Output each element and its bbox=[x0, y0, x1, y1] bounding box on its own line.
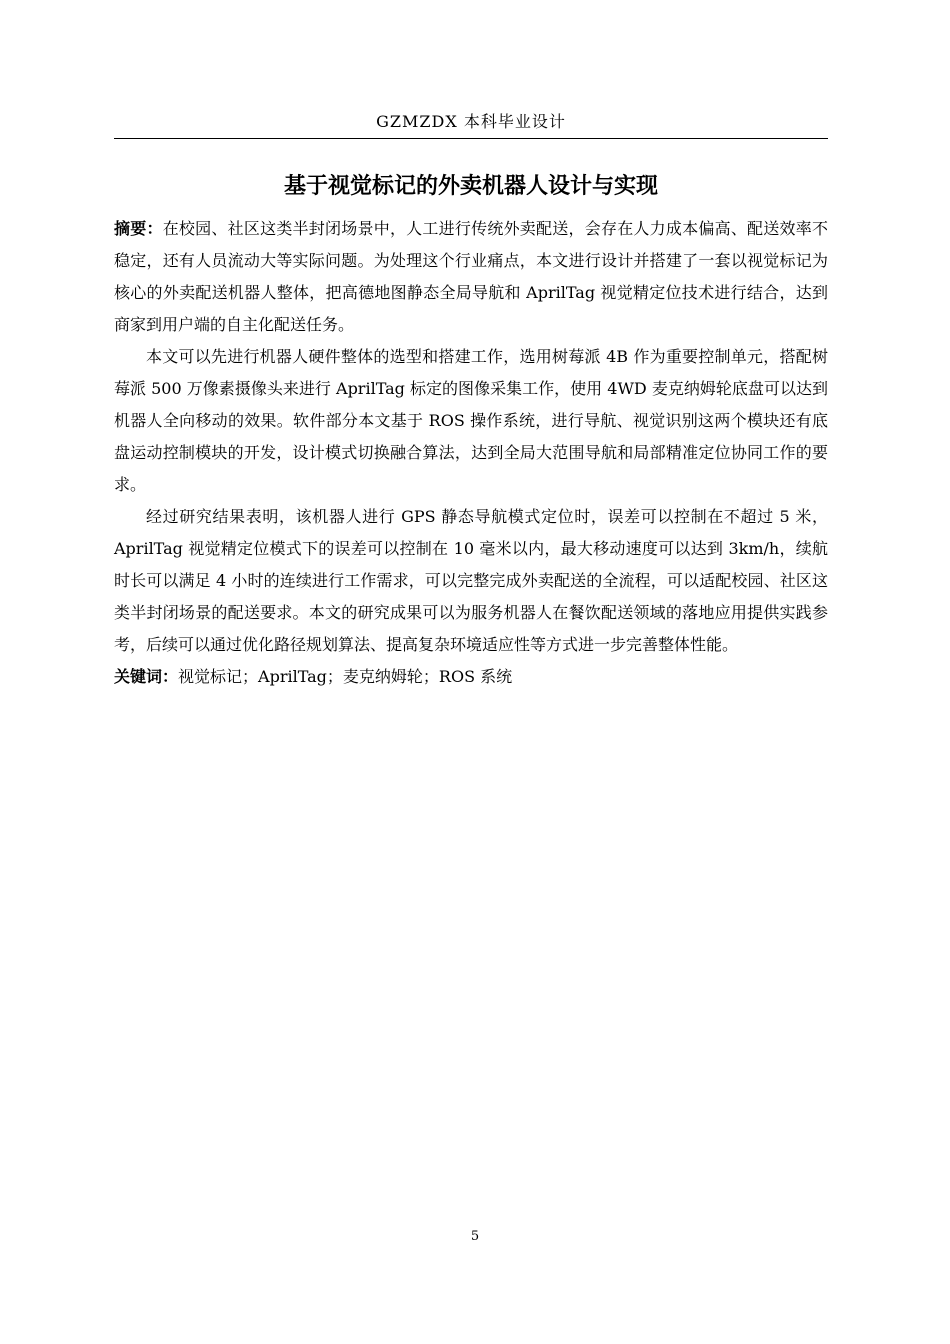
page-number: 5 bbox=[470, 1229, 480, 1244]
keywords-line bbox=[114, 661, 828, 693]
abstract-paragraph-3: 经过研究结果表明，该机器人进行 GPS 静态导航模式定位时，误差可以控制在不超过 5 米，AprilTag 视觉精定位模式下的误差可以控制在 10 毫米以内，最大移动速度可以达到 3km/h，续航时长可以满足 4 小时的连续进行工作需求，可以完整完成外卖配送的全流程，可以适配校园、社区这类半封闭场景的配送要求。本文的研究成果可以为服务机器人在餐饮配送领域的落地应用提供实践参考，后续可以通过优化路径规划算法、提高复杂环境适应性等方式进一步完善整体性能。 bbox=[114, 507, 828, 654]
abstract-paragraph-2: 本文可以先进行机器人硬件整体的选型和搭建工作，选用树莓派 4B 作为重要控制单元，搭配树莓派 500 万像素摄像头来进行 AprilTag 标定的图像采集工作，使用 4WD 麦克纳姆轮底盘可以达到机器人全向移动的效果。软件部分本文基于 ROS 操作系统，进行导航、视觉识别这两个模块还有底盘运动控制模块的开发，设计模式切换融合算法，达到全局大范围导航和局部精准定位协同工作的要求。 bbox=[114, 347, 828, 494]
keywords-label: 关键词： bbox=[114, 667, 179, 686]
paper-title: 基于视觉标记的外卖机器人设计与实现 bbox=[283, 174, 658, 199]
running-header-text: GZMZDX 本科毕业设计 bbox=[376, 112, 566, 131]
abstract-text-1: 在校园、社区这类半封闭场景中，人工进行传统外卖配送，会存在人力成本偏高、配送效率不稳定，还有人员流动大等实际问题。为处理这个行业痛点，本文进行设计并搭建了一套以视觉标记为核心的外卖配送机器人整体，把高德地图静态全局导航和 AprilTag 视觉精定位技术进行结合，达到商家到用户端的自主化配送任务。 bbox=[114, 219, 828, 334]
abstract-section bbox=[114, 213, 828, 693]
abstract-paragraph-1 bbox=[114, 213, 828, 341]
abstract-label: 摘要： bbox=[114, 219, 163, 238]
running-header bbox=[114, 110, 828, 139]
keywords-text: 视觉标记；AprilTag；麦克纳姆轮；ROS 系统 bbox=[178, 667, 513, 686]
